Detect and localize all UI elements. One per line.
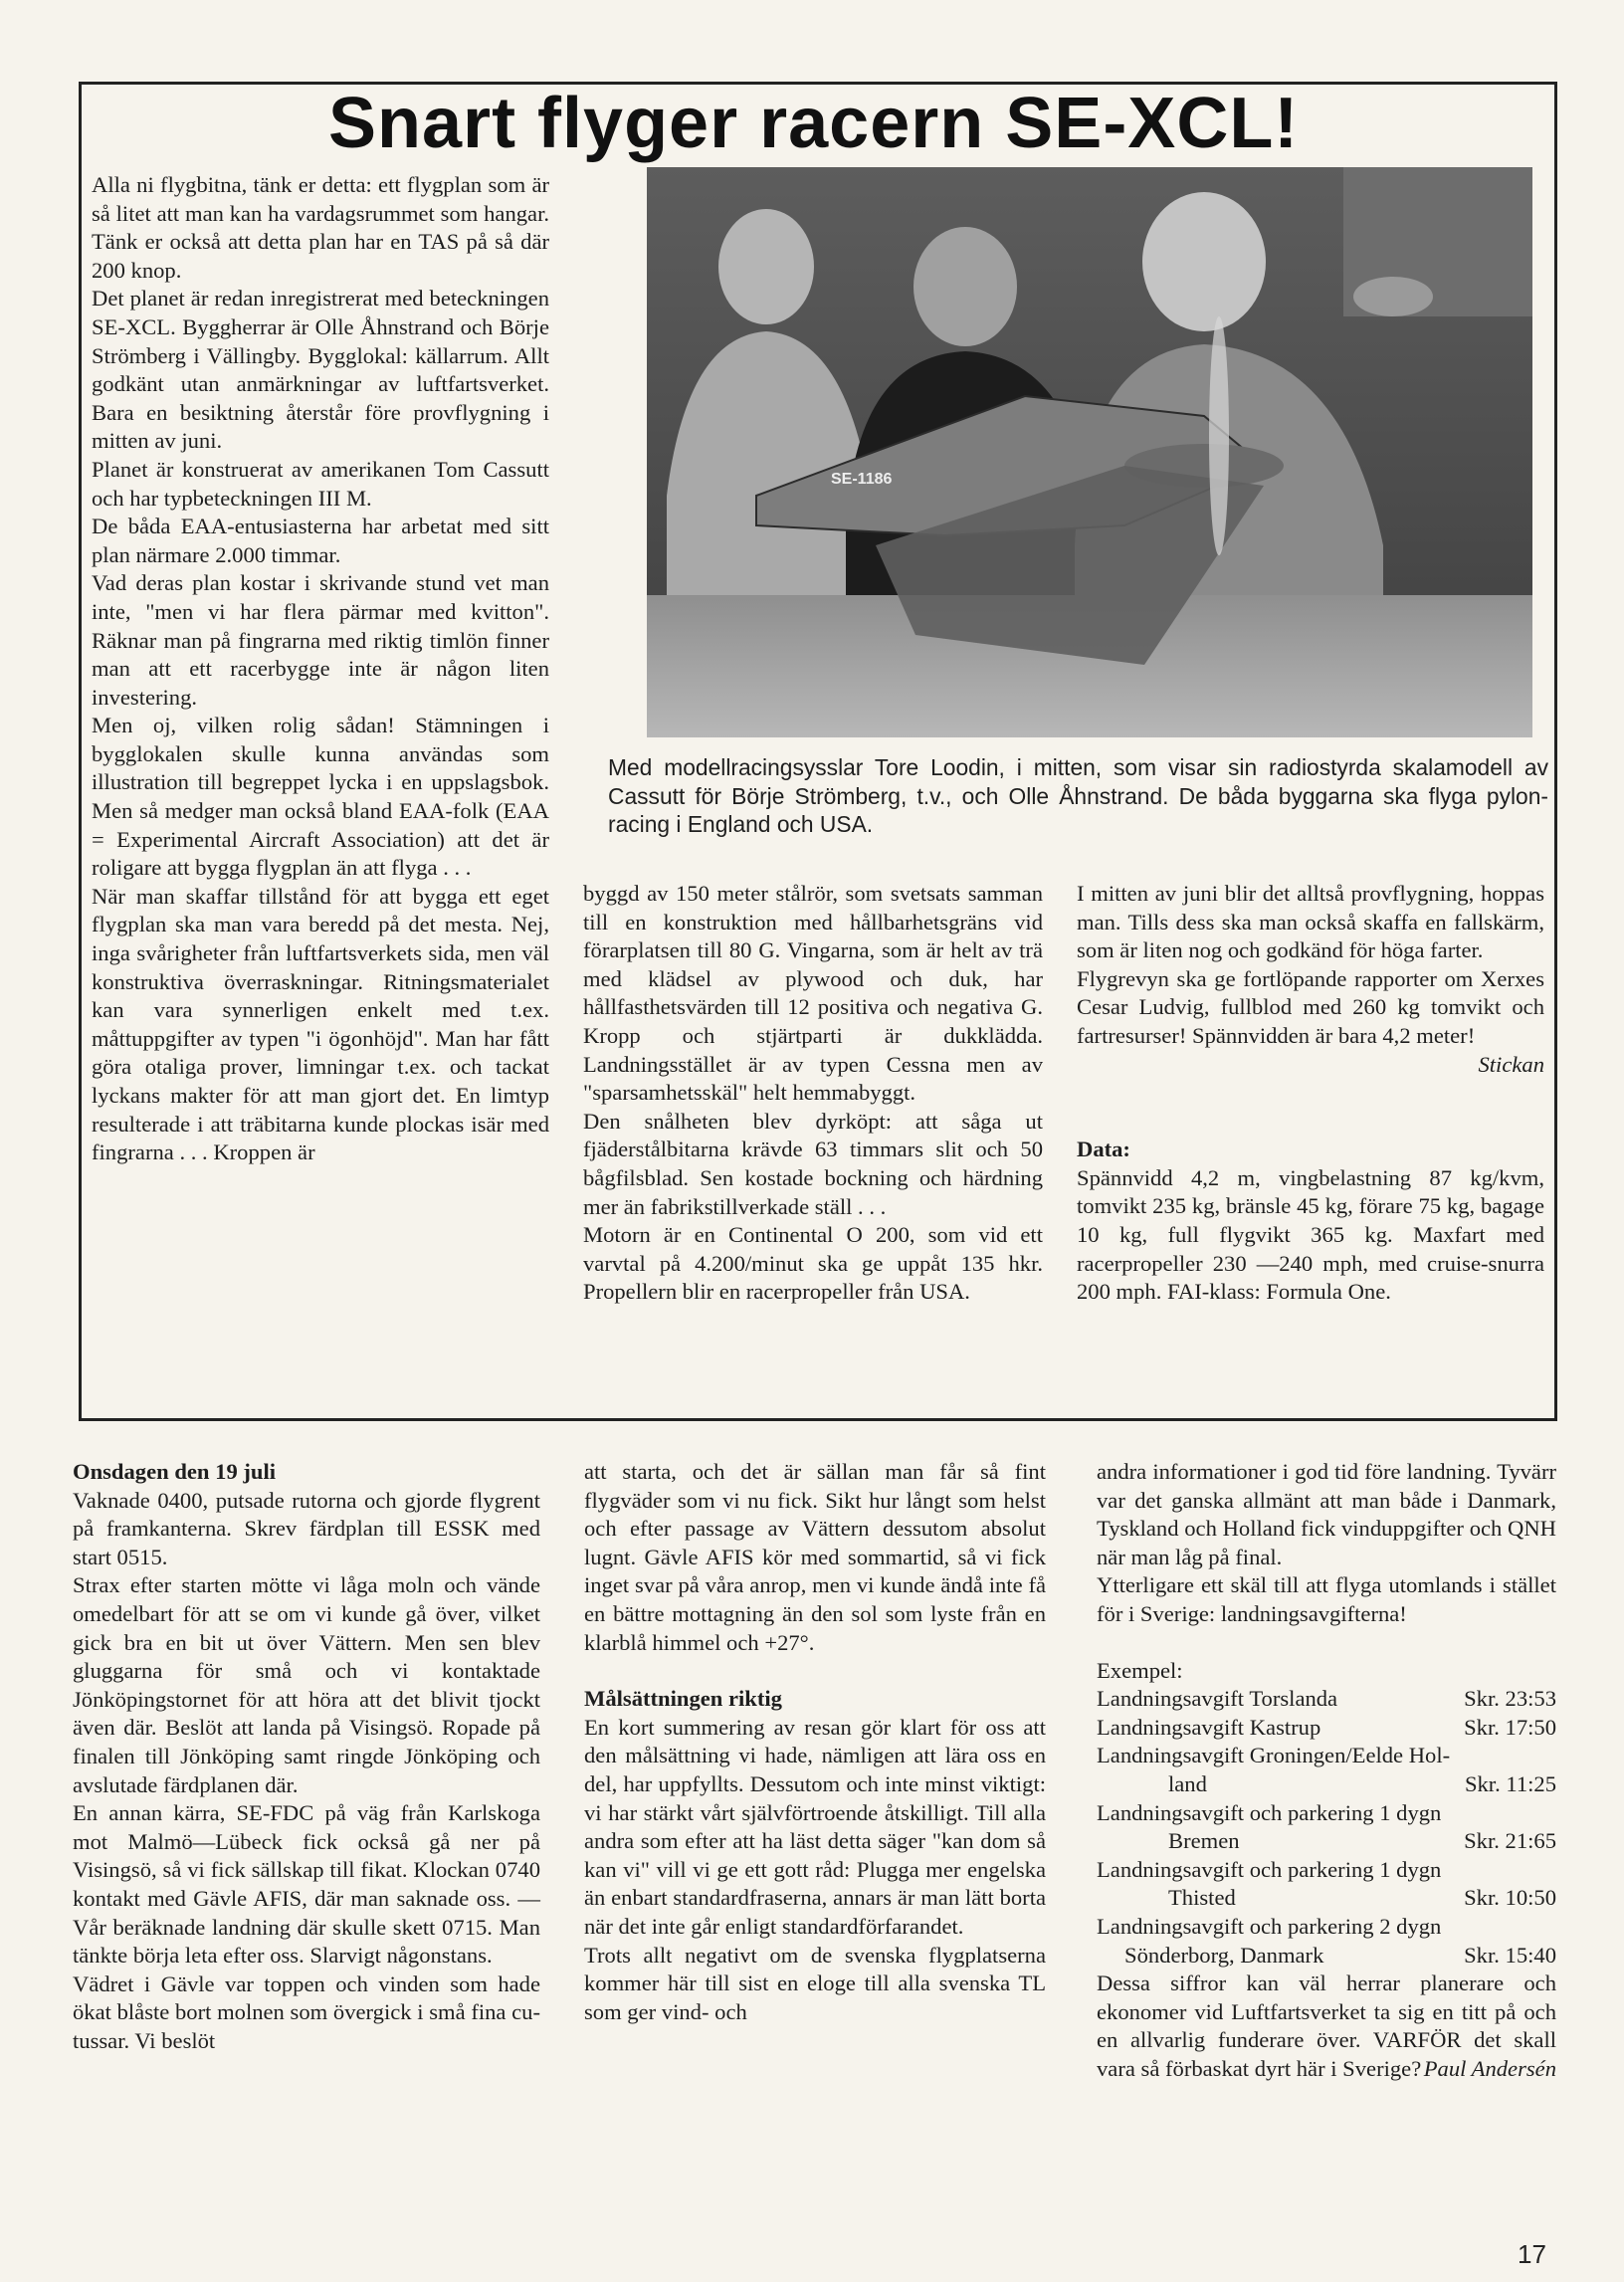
- paragraph: Ytterligare ett skäl till att flyga utomlands i stället för i Sverige: landningsavgifterna!: [1097, 1572, 1556, 1626]
- fee-row-cont: [1097, 1884, 1556, 1913]
- paragraph: En kort summering av resan gör klart för oss att den målsättning vi hade, nämligen att lära oss en del, har uppfyllts. Dessutom och inte minst viktigt: vi har stärkt vårt självförtroende åtskilligt. Till alla andra som efter att ha läst detta säger "kan dom så kan vi" vill vi ge ett gott råd: Plugga mer engelska än enbart standardfraserna, annars är man lätt borta när det inte går enligt standardförfarandet.: [584, 1714, 1046, 1939]
- fee-amount: Skr. 23:53: [1464, 1686, 1556, 1712]
- fee-amount: Skr. 21:65: [1464, 1828, 1556, 1854]
- fee-label-cont: Bremen: [1168, 1828, 1240, 1854]
- caption-text: Med modellracingsysslar Tore Loodin, i mitten, som visar sin radiostyrda skalamodell av Cassutt för Börje Strömberg, t.v., och Olle Åhnstrand. De båda byggarna ska flyga pylon-racing i England och USA.: [608, 754, 1548, 837]
- paragraph: Vaknade 0400, putsade rutorna och gjorde flygrent på framkanterna. Skrev färdplan till ESSK med start 0515.: [73, 1487, 540, 1569]
- paragraph: Vädret i Gävle var toppen och vinden som hade ökat blåste bort molnen som övergick i små fina cu-tussar. Vi beslöt: [73, 1971, 540, 2053]
- fee-label-cont: Thisted: [1168, 1885, 1236, 1911]
- paragraph: [1097, 1970, 1556, 2083]
- article-column-2: [583, 880, 1043, 1307]
- author-signature: Stickan: [1478, 1051, 1544, 1077]
- closing-text: Dessa siffror kan väl herrar planerare och ekonomer vid Luftfartsverket ta sig en titt på och en allvarlig funderare över. VARFÖR det skall vara så förbaskat dyrt här i Sverige?: [1097, 1971, 1556, 2081]
- bottom-column-2: [584, 1458, 1046, 2026]
- paragraph: De båda EAA-entusiasterna har arbetat med sitt plan närmare 2.000 timmar.: [92, 514, 549, 567]
- article-title: Snart flyger racern SE-XCL!: [328, 84, 1300, 163]
- fee-label: Landningsavgift Groningen/Eelde Hol-: [1097, 1743, 1451, 1768]
- fee-label: Landningsavgift och parkering 1 dygn: [1097, 1856, 1442, 1882]
- fee-row-cont: [1097, 1770, 1556, 1799]
- article-column-3: [1077, 880, 1544, 1307]
- fee-label-cont: Sönderborg, Danmark: [1124, 1942, 1324, 1968]
- paragraph: Det planet är redan inregistrerat med beteckningen SE-XCL. Byggherrar är Olle Åhnstrand och Börje Strömberg i Vällingby. Bygglokal: källarrum. Allt godkänt utan anmärkningar av luftfartsverket. Bara en besiktning återstår före provflygning i mitten av juni.: [92, 286, 549, 454]
- section-heading: Målsättningen riktig: [584, 1686, 782, 1712]
- paragraph: Alla ni flygbitna, tänk er detta: ett flygplan som är så litet att man kan ha vardagsrummet som hangar. Tänk er också att detta plan har en TAS på så där 200 knop.: [92, 172, 549, 283]
- paragraph: I mitten av juni blir det alltså provflygning, hoppas man. Tills dess ska man också skaffa en fallskärm, som är liten nog och godkänd för höga farter.: [1077, 881, 1544, 963]
- paragraph: Motorn är en Continental O 200, som vid ett varvtal på 4.200/minut ska ge uppåt 135 hkr. Propellern blir en racerpropeller från USA.: [583, 1222, 1043, 1305]
- fee-row: [1097, 1913, 1556, 1970]
- paragraph: Strax efter starten mötte vi låga moln och vände omedelbart för att se om vi kunde gå över, vilket gick bra en bit ut över Vättern. Men sen blev gluggarna för små och vi kontaktade Jönköpingstornet för att höra att det blivit tjockt även där. Beslöt att landa på Visingsö. Ropade på finalen till Jönköping samt ringde Jönköping och avslutade färdplanen där.: [73, 1572, 540, 1797]
- fee-row: [1097, 1714, 1556, 1743]
- paragraph: Men oj, vilken rolig sådan! Stämningen i bygglokalen skulle kunna användas som illustration till begreppet lycka i en uppslagsbok. Men så medger man också bland EAA-folk (EAA = Experimental Aircraft Association) att det är roligare att bygga flygplan än att flyga . . .: [92, 713, 549, 881]
- bottom-column-3: [1097, 1458, 1556, 2083]
- article-column-1: [92, 171, 549, 1167]
- paragraph: Trots allt negativt om de svenska flygplatserna kommer här till sist en eloge till alla svenska TL som ger vind- och: [584, 1942, 1046, 2024]
- author-signature: Paul Andersén: [1423, 2055, 1556, 2081]
- fee-amount: Skr. 17:50: [1464, 1714, 1556, 1740]
- fee-row-cont: [1097, 1827, 1556, 1856]
- fee-row: [1097, 1799, 1556, 1856]
- fee-amount: Skr. 15:40: [1464, 1942, 1556, 1968]
- paragraph: Vad deras plan kostar i skrivande stund vet man inte, "men vi har flera pärmar med kvitton". Räknar man på fingrarna med riktig timlön finner man att ett racerbygge inte är någon liten investering.: [92, 570, 549, 710]
- paragraph: Flygrevyn ska ge fortlöpande rapporter om Xerxes Cesar Ludvig, fullblod med 260 kg tomvikt och fartresurser! Spännvidden är bara 4,2 meter!: [1077, 965, 1544, 1048]
- section-heading: Onsdagen den 19 juli: [73, 1459, 277, 1484]
- fee-row: [1097, 1742, 1556, 1798]
- example-label: Exempel:: [1097, 1657, 1183, 1683]
- paragraph: En annan kärra, SE-FDC på väg från Karlskoga mot Malmö—Lübeck fick också gå ner på Visingsö, så vi fick sällskap till fikat. Klockan 0740 kontakt med Gävle AFIS, där man saknade oss. — Vår beräknade landning där skulle skett 0715. Man tänkte börja leta efter oss. Slarvigt någonstans.: [73, 1800, 540, 1969]
- photo-illustration: [647, 167, 1532, 737]
- data-specs: Spännvidd 4,2 m, vingbelastning 87 kg/kvm, tomvikt 235 kg, bränsle 45 kg, förare 75 kg, bagage 10 kg, full flygvikt 365 kg. Maxfart med racerpropeller 230 —240 mph, med cruise-snurra 200 mph. FAI-klass: Formula One.: [1077, 1164, 1544, 1305]
- plane-registration: SE-1186: [831, 471, 893, 488]
- paragraph: Den snålheten blev dyrköpt: att såga ut fjäderstålbitarna krävde 63 timmars slit och 50 bågfilsblad. Sen kostade bockning och härdning mer än fabrikstillverkade ställ . . .: [583, 1108, 1043, 1219]
- photo-builders-with-model: [647, 167, 1532, 737]
- paragraph: När man skaffar tillstånd för att bygga ett eget flygplan ska man vara beredd på det mesta. Nej, inga svårigheter från luftfartsverkets sida, men väl konstruktiva överraskningar. Ritningsmaterialet kan vara synnerligen enkelt med t.ex. måttuppgifter av typen "i ögonhöjd". Man har fått göra otaliga prover, limningar t.ex. och tackat lyckans makter för att man gjort det. En limtyp resulterade i att träbitarna kunde plockas isär med fingrarna . . . Kroppen är: [92, 883, 549, 1165]
- fee-row-cont: [1097, 1942, 1556, 1971]
- paragraph: att starta, och det är sällan man får så fint flygväder som vi nu fick. Sikt hur långt som helst och efter passage av Vättern dessutom absolut lugnt. Gävle AFIS kör med sommartid, så vi fick inget svar på våra anrop, men vi kunde ändå inte få en bättre mottagning än den sol som lyste från en klarblå himmel och +27°.: [584, 1459, 1046, 1655]
- fee-label: Landningsavgift och parkering 1 dygn: [1097, 1799, 1442, 1825]
- page-number: 17: [1518, 2239, 1546, 2269]
- paragraph: byggd av 150 meter stålrör, som svetsats samman till en konstruktion med hållbarhetsgräns vid förarplatsen till 80 G. Vingarna, som är helt av trä med klädsel av plywood och duk, har hållfasthetsvärden till 12 positiva och negativa G. Kropp och stjärtparti är dukklädda. Landningsstället är av typen Cessna men av "sparsamhetsskäl" helt hemmabyggt.: [583, 881, 1043, 1106]
- fee-label: Landningsavgift och parkering 2 dygn: [1097, 1913, 1442, 1939]
- photo-caption: [608, 753, 1548, 839]
- fee-amount: Skr. 10:50: [1464, 1885, 1556, 1911]
- data-heading: Data:: [1077, 1137, 1130, 1162]
- paragraph: Planet är konstruerat av amerikanen Tom Cassutt och har typbeteckningen III M.: [92, 456, 549, 511]
- fee-label: Landningsavgift Torslanda: [1097, 1686, 1338, 1712]
- fee-amount: Skr. 11:25: [1464, 1770, 1556, 1796]
- fee-row: [1097, 1856, 1556, 1913]
- bottom-column-1: [73, 1458, 540, 2055]
- fee-label: Landningsavgift Kastrup: [1097, 1714, 1321, 1740]
- fee-label-cont: land: [1168, 1770, 1207, 1796]
- paragraph: andra informationer i god tid före landning. Tyvärr var det ganska allmänt att man både i Danmark, Tyskland och Holland fick vinduppgifter och QNH när man låg på final.: [1097, 1459, 1556, 1569]
- fee-row: [1097, 1685, 1556, 1714]
